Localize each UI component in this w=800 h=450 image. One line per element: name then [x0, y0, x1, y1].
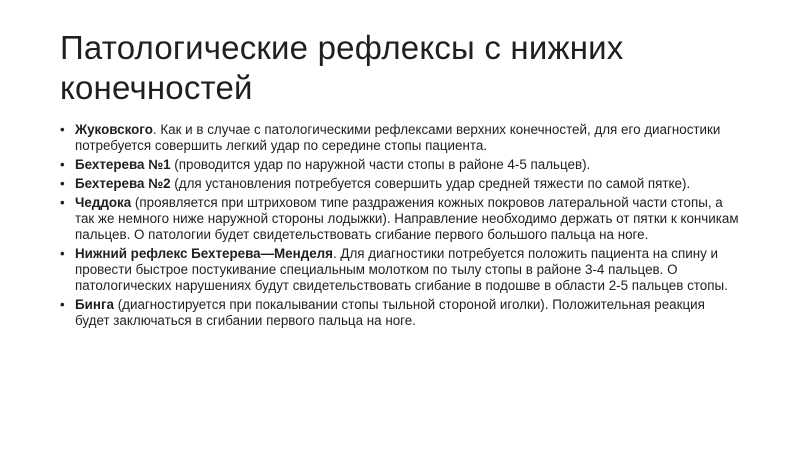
item-term: Бехтерева №2 [75, 176, 171, 191]
item-text: . Для диагностики потребуется положить пациента на спину и провести быстрое постукивание специальным молотком по тылу стопы в районе 3-4 пальцев. О патологических нарушениях будут свидетельствовать сгибание в подошве в области 2-5 пальцев стопы. [75, 246, 728, 293]
list-item [60, 297, 740, 329]
list-item [60, 157, 740, 173]
bullet-icon: • [60, 195, 65, 210]
item-text: (проводится удар по наружной части стопы в районе 4-5 пальцев). [170, 157, 591, 172]
item-text: (проявляется при штриховом типе раздражения кожных покровов латеральной части стопы, а так же немного ниже наружной стороны лодыжки). Направление необходимо держать от пятки к кончикам пальцев. О патологии будет свидетельствовать сгибание первого большого пальца на ноге. [75, 195, 739, 242]
list-item [60, 246, 740, 294]
item-text: (для установления потребуется совершить удар средней тяжести по самой пятке). [170, 176, 691, 191]
item-text: . Как и в случае с патологическими рефлексами верхних конечностей, для его диагностики потребуется совершить легкий удар по середине стопы пациента. [75, 122, 721, 153]
bullet-icon: • [60, 157, 65, 172]
item-text: (диагностируется при покалывании стопы тыльной стороной иголки). Положительная реакция будет заключаться в сгибании первого пальца на ноге. [75, 297, 705, 328]
bullet-icon: • [60, 176, 65, 191]
item-term: Бинга [75, 297, 114, 312]
slide-title: Патологические рефлексы с нижних конечностей [60, 29, 624, 106]
item-term: Чеддока [75, 195, 132, 210]
bullet-icon: • [60, 122, 65, 137]
item-term: Нижний рефлекс Бехтерева—Менделя [75, 246, 333, 261]
list-item [60, 122, 740, 154]
reflex-list [60, 122, 740, 329]
list-item [60, 176, 740, 192]
item-term: Жуковского [75, 122, 153, 137]
bullet-icon: • [60, 297, 65, 312]
bullet-icon: • [60, 246, 65, 261]
item-term: Бехтерева №1 [75, 157, 171, 172]
list-item [60, 195, 740, 243]
